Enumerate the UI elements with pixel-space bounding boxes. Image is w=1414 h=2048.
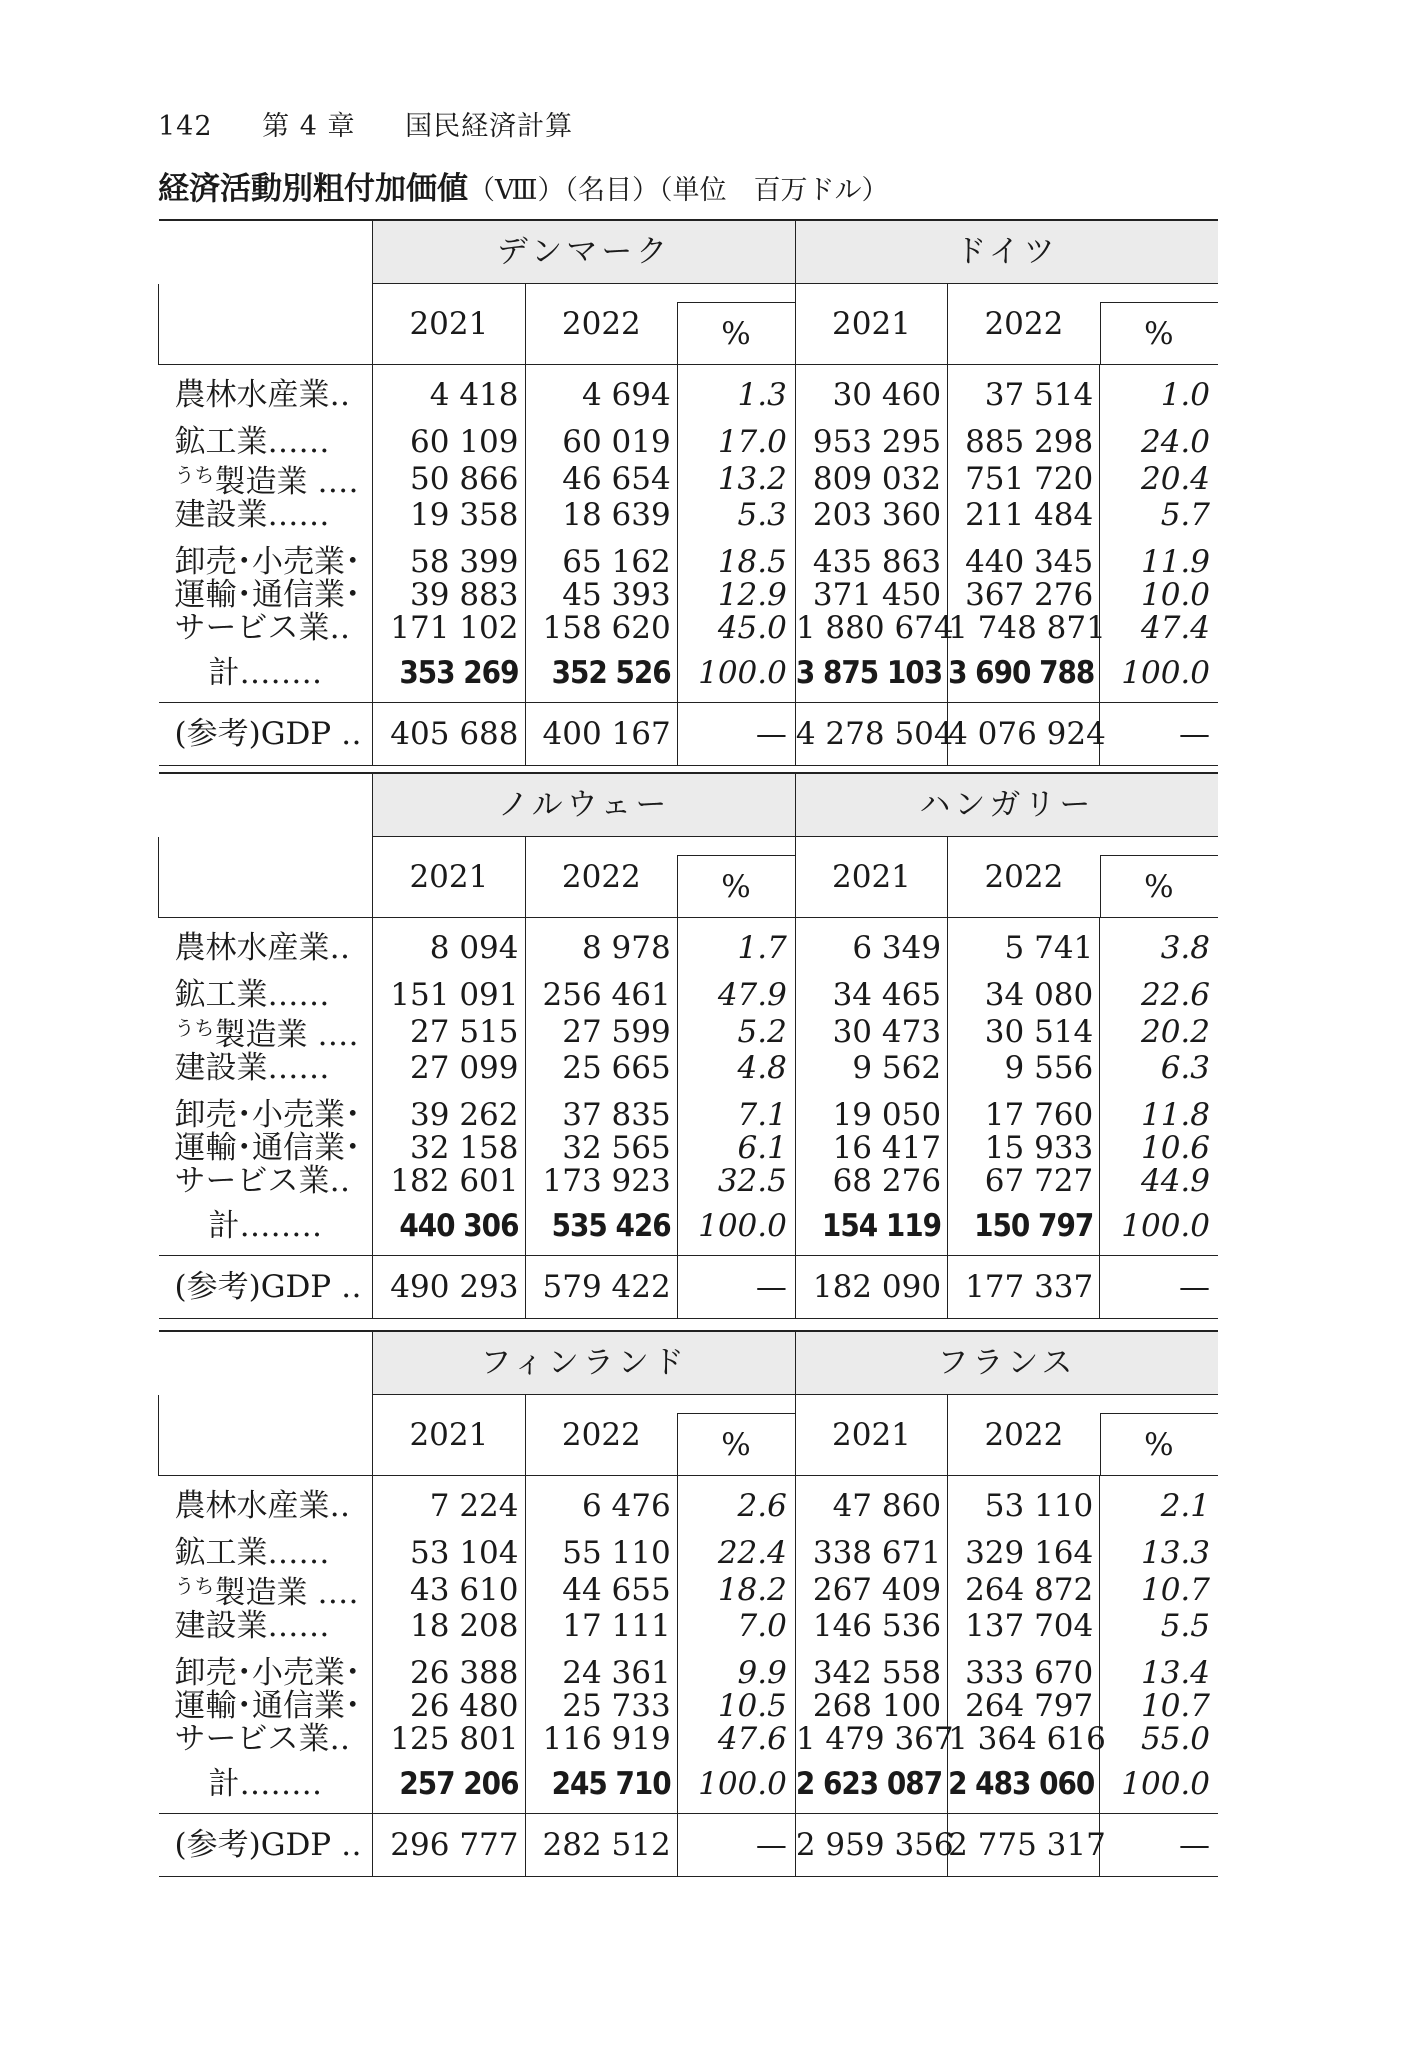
value-cell: 150 797 <box>948 1198 1100 1256</box>
percent-cell: 3.8 <box>1100 918 1218 966</box>
row-label <box>159 645 373 703</box>
value-cell: 39 883 <box>373 579 525 612</box>
value-cell: 30 514 <box>948 1012 1100 1052</box>
value-cell: 27 599 <box>525 1012 677 1052</box>
country-name-left: デンマーク <box>373 221 796 284</box>
country-name-left: ノルウェー <box>373 774 796 837</box>
row-label-text: サービス業‥ <box>174 1721 351 1757</box>
table-row-agri <box>159 918 1219 966</box>
row-label-text: 運輸･通信業･ <box>174 577 361 613</box>
table-row-mining <box>159 1537 1219 1570</box>
value-cell: 16 417 <box>795 1132 947 1165</box>
percent-header: % <box>721 315 751 352</box>
year-header: 2021 <box>373 284 525 365</box>
table-title-sub: （Ⅷ）（名目）（単位 百万ドル） <box>468 175 889 206</box>
value-cell: 371 450 <box>795 579 947 612</box>
value-cell: 953 295 <box>795 426 947 459</box>
value-cell: 146 536 <box>795 1610 947 1643</box>
row-label <box>159 1756 373 1814</box>
value-cell: 58 399 <box>373 546 525 579</box>
value-cell: 26 480 <box>373 1690 525 1723</box>
percent-cell: 100.0 <box>1100 645 1218 703</box>
year-header: 2022 <box>525 1395 677 1476</box>
percent-cell: 2.1 <box>1100 1476 1218 1524</box>
value-cell: 34 465 <box>795 979 947 1012</box>
percent-cell: 10.5 <box>677 1690 795 1723</box>
percent-header: % <box>721 868 751 905</box>
row-label <box>159 499 373 532</box>
row-label-text: 建設業‥‥‥ <box>174 1608 330 1644</box>
row-label-text: 製造業 ‥‥ <box>214 464 359 500</box>
value-cell: 39 262 <box>373 1099 525 1132</box>
row-label <box>159 1690 373 1723</box>
row-label <box>159 1132 373 1165</box>
value-cell: 27 515 <box>373 1012 525 1052</box>
table-row-service <box>159 1723 1219 1756</box>
value-cell: 177 337 <box>948 1256 1100 1319</box>
percent-cell: 1.7 <box>677 918 795 966</box>
value-cell: 3 875 103 <box>795 645 947 703</box>
value-cell: 25 733 <box>525 1690 677 1723</box>
row-label-text: 製造業 ‥‥ <box>214 1017 359 1053</box>
percent-cell: 100.0 <box>1100 1756 1218 1814</box>
value-cell: 751 720 <box>948 459 1100 499</box>
percent-cell: 22.4 <box>677 1537 795 1570</box>
value-cell: 116 919 <box>525 1723 677 1756</box>
table-row-transport <box>159 1690 1219 1723</box>
value-cell: 171 102 <box>373 612 525 645</box>
chapter-number: 第 4 章 <box>262 111 356 142</box>
percent-cell: 1.0 <box>1100 365 1218 413</box>
value-cell: 37 514 <box>948 365 1100 413</box>
row-label <box>159 1723 373 1756</box>
row-label <box>159 1198 373 1256</box>
percent-cell: 10.6 <box>1100 1132 1218 1165</box>
row-label-prefix: うち <box>174 1574 215 1598</box>
table-row-transport <box>159 1132 1219 1165</box>
year-header: 2022 <box>525 284 677 365</box>
value-cell: 8 978 <box>525 918 677 966</box>
table-row-total <box>159 1198 1219 1256</box>
table-title-main: 経済活動別粗付加価値 <box>158 171 468 207</box>
row-label-text: 製造業 ‥‥ <box>214 1575 359 1611</box>
value-cell: 6 476 <box>525 1476 677 1524</box>
value-cell: 440 345 <box>948 546 1100 579</box>
value-cell: 9 556 <box>948 1052 1100 1085</box>
value-cell: 338 671 <box>795 1537 947 1570</box>
value-cell: 342 558 <box>795 1657 947 1690</box>
value-cell: 18 208 <box>373 1610 525 1643</box>
table-row-transport <box>159 579 1219 612</box>
table-row-constr <box>159 499 1219 532</box>
value-cell: 2 623 087 <box>795 1756 947 1814</box>
value-cell: 440 306 <box>373 1198 525 1256</box>
table-row-service <box>159 1165 1219 1198</box>
percent-cell: 20.2 <box>1100 1012 1218 1052</box>
value-cell: 2 775 317 <box>948 1814 1100 1877</box>
value-cell: 5 741 <box>948 918 1100 966</box>
value-cell: 154 119 <box>795 1198 947 1256</box>
country-name-left: フィンランド <box>373 1332 796 1395</box>
row-label-text: 卸売･小売業･ <box>174 1097 361 1133</box>
percent-cell: 2.6 <box>677 1476 795 1524</box>
value-cell: 333 670 <box>948 1657 1100 1690</box>
country-name-right: フランス <box>795 1332 1218 1395</box>
table-row-gdp <box>159 1256 1219 1319</box>
value-cell: 50 866 <box>373 459 525 499</box>
country-pair-table <box>158 772 1218 1319</box>
value-cell: 367 276 <box>948 579 1100 612</box>
value-cell: 17 111 <box>525 1610 677 1643</box>
table-row-manu <box>159 459 1219 499</box>
row-label-text: (参考)GDP ‥ <box>174 1268 362 1305</box>
percent-cell: 47.9 <box>677 979 795 1012</box>
value-cell: 67 727 <box>948 1165 1100 1198</box>
row-label <box>159 459 373 499</box>
value-cell: 137 704 <box>948 1610 1100 1643</box>
year-header: 2021 <box>795 1395 947 1476</box>
percent-cell: 10.7 <box>1100 1690 1218 1723</box>
value-cell: 4 278 504 <box>795 703 947 766</box>
row-label-text: 計‥‥‥‥ <box>208 655 323 691</box>
country-pair-table <box>158 219 1218 766</box>
value-cell: 264 797 <box>948 1690 1100 1723</box>
row-label-text: 運輸･通信業･ <box>174 1688 361 1724</box>
value-cell: 43 610 <box>373 1570 525 1610</box>
value-cell: 19 358 <box>373 499 525 532</box>
table-row-agri <box>159 1476 1219 1524</box>
value-cell: 17 760 <box>948 1099 1100 1132</box>
table-row-total <box>159 1756 1219 1814</box>
value-cell: 1 880 674 <box>795 610 954 646</box>
table-row-agri <box>159 365 1219 413</box>
row-label <box>159 979 373 1012</box>
percent-cell: 47.4 <box>1100 612 1218 645</box>
value-cell: 34 080 <box>948 979 1100 1012</box>
value-cell: 27 099 <box>373 1052 525 1085</box>
percent-cell: 100.0 <box>677 1198 795 1256</box>
table-row-mining <box>159 426 1219 459</box>
percent-cell: 44.9 <box>1100 1165 1218 1198</box>
row-label <box>159 1476 373 1524</box>
year-header: 2022 <box>948 284 1100 365</box>
value-cell: 329 164 <box>948 1537 1100 1570</box>
value-cell: 65 162 <box>525 546 677 579</box>
table-row-constr <box>159 1052 1219 1085</box>
percent-cell: 7.1 <box>677 1099 795 1132</box>
value-cell: 535 426 <box>525 1198 677 1256</box>
percent-cell: 20.4 <box>1100 459 1218 499</box>
value-cell: 30 460 <box>795 365 947 413</box>
table-row-manu <box>159 1012 1219 1052</box>
table-row-gdp <box>159 703 1219 766</box>
row-label <box>159 365 373 413</box>
value-cell: 435 863 <box>795 546 947 579</box>
value-cell: 4 418 <box>373 365 525 413</box>
row-label <box>159 546 373 579</box>
percent-cell: 4.8 <box>677 1052 795 1085</box>
percent-cell: 10.7 <box>1100 1570 1218 1610</box>
value-cell: 264 872 <box>948 1570 1100 1610</box>
table-row-gdp <box>159 1814 1219 1877</box>
table-row-total <box>159 645 1219 703</box>
value-cell: 8 094 <box>373 918 525 966</box>
value-cell: 4 076 924 <box>948 703 1100 766</box>
table-title <box>158 163 889 208</box>
percent-cell: 45.0 <box>677 612 795 645</box>
value-cell: 267 409 <box>795 1570 947 1610</box>
percent-cell: — <box>677 703 795 766</box>
percent-cell: 18.5 <box>677 546 795 579</box>
row-label-text: 計‥‥‥‥ <box>208 1766 323 1802</box>
value-cell: 1 479 367 <box>795 1721 954 1757</box>
value-cell: 1 748 871 <box>948 610 1106 646</box>
percent-cell: 24.0 <box>1100 426 1218 459</box>
value-cell: 3 690 788 <box>948 645 1100 703</box>
row-label <box>159 426 373 459</box>
value-cell: 182 090 <box>795 1256 947 1319</box>
table-row-constr <box>159 1610 1219 1643</box>
row-label <box>159 1165 373 1198</box>
percent-cell: 13.4 <box>1100 1657 1218 1690</box>
value-cell: 182 601 <box>373 1165 525 1198</box>
value-cell: 55 110 <box>525 1537 677 1570</box>
row-label-text: 建設業‥‥‥ <box>174 1050 330 1086</box>
year-header: 2021 <box>795 837 947 918</box>
country-name-right: ハンガリー <box>795 774 1218 837</box>
value-cell: 1 364 616 <box>948 1721 1106 1757</box>
value-cell: 885 298 <box>948 426 1100 459</box>
value-cell: 405 688 <box>373 703 525 766</box>
table-row-trade <box>159 1099 1219 1132</box>
percent-cell: 5.5 <box>1100 1610 1218 1643</box>
value-cell: 257 206 <box>373 1756 525 1814</box>
row-label-text: 農林水産業‥ <box>174 930 351 966</box>
value-cell: 282 512 <box>525 1814 677 1877</box>
row-label-text: 鉱工業‥‥‥ <box>174 424 330 460</box>
percent-cell: 13.2 <box>677 459 795 499</box>
value-cell: 9 562 <box>795 1052 947 1085</box>
row-label-text: 農林水産業‥ <box>174 377 351 413</box>
table-row-service <box>159 612 1219 645</box>
value-cell: 32 158 <box>373 1132 525 1165</box>
row-label-text: (参考)GDP ‥ <box>174 715 362 752</box>
percent-cell: — <box>677 1256 795 1319</box>
percent-header: % <box>1144 315 1174 352</box>
row-label-text: 農林水産業‥ <box>174 1488 351 1524</box>
row-label-text: 建設業‥‥‥ <box>174 497 330 533</box>
year-header: 2022 <box>525 837 677 918</box>
value-cell: 151 091 <box>373 979 525 1012</box>
value-cell: 25 665 <box>525 1052 677 1085</box>
row-label <box>159 1814 373 1877</box>
percent-header: % <box>1144 1426 1174 1463</box>
row-label <box>159 918 373 966</box>
row-label <box>159 1099 373 1132</box>
percent-cell: 5.3 <box>677 499 795 532</box>
row-label-text: 計‥‥‥‥ <box>208 1208 323 1244</box>
row-label-text: 卸売･小売業･ <box>174 544 361 580</box>
value-cell: 2 483 060 <box>948 1756 1100 1814</box>
percent-cell: 100.0 <box>677 645 795 703</box>
value-cell: 296 777 <box>373 1814 525 1877</box>
percent-cell: 13.3 <box>1100 1537 1218 1570</box>
value-cell: 6 349 <box>795 918 947 966</box>
row-label-text: (参考)GDP ‥ <box>174 1826 362 1863</box>
row-label-prefix: うち <box>174 1016 215 1040</box>
chapter-title: 国民経済計算 <box>405 111 574 142</box>
row-label-text: サービス業‥ <box>174 610 351 646</box>
year-header: 2021 <box>373 1395 525 1476</box>
percent-cell: — <box>1100 1814 1218 1877</box>
percent-cell: 100.0 <box>1100 1198 1218 1256</box>
value-cell: 173 923 <box>525 1165 677 1198</box>
percent-cell: — <box>677 1814 795 1877</box>
value-cell: 125 801 <box>373 1723 525 1756</box>
value-cell: 68 276 <box>795 1165 947 1198</box>
value-cell: 579 422 <box>525 1256 677 1319</box>
percent-header: % <box>1144 868 1174 905</box>
year-header: 2022 <box>948 837 1100 918</box>
running-header <box>158 104 573 143</box>
row-label <box>159 1256 373 1319</box>
table-row-trade <box>159 1657 1219 1690</box>
row-label <box>159 1657 373 1690</box>
year-header: 2021 <box>795 284 947 365</box>
value-cell: 4 694 <box>525 365 677 413</box>
row-label-text: サービス業‥ <box>174 1163 351 1199</box>
value-cell: 26 388 <box>373 1657 525 1690</box>
value-cell: 268 100 <box>795 1690 947 1723</box>
percent-cell: 100.0 <box>677 1756 795 1814</box>
row-label <box>159 1537 373 1570</box>
year-header: 2022 <box>948 1395 1100 1476</box>
value-cell: 53 110 <box>948 1476 1100 1524</box>
value-cell: 352 526 <box>525 645 677 703</box>
country-pair-table <box>158 1330 1218 1877</box>
page-number: 142 <box>158 111 213 142</box>
value-cell: 158 620 <box>525 612 677 645</box>
row-label <box>159 703 373 766</box>
value-cell: 30 473 <box>795 1012 947 1052</box>
year-header: 2021 <box>373 837 525 918</box>
percent-cell: 55.0 <box>1100 1723 1218 1756</box>
value-cell: 211 484 <box>948 499 1100 532</box>
value-cell: 245 710 <box>525 1756 677 1814</box>
row-label <box>159 1052 373 1085</box>
row-label-text: 鉱工業‥‥‥ <box>174 977 330 1013</box>
value-cell: 37 835 <box>525 1099 677 1132</box>
percent-cell: 5.7 <box>1100 499 1218 532</box>
row-label <box>159 1570 373 1610</box>
value-cell: 203 360 <box>795 499 947 532</box>
percent-cell: 10.0 <box>1100 579 1218 612</box>
value-cell: 60 109 <box>373 426 525 459</box>
percent-cell: 18.2 <box>677 1570 795 1610</box>
row-label-text: 卸売･小売業･ <box>174 1655 361 1691</box>
value-cell: 18 639 <box>525 499 677 532</box>
table-row-trade <box>159 546 1219 579</box>
percent-cell: — <box>1100 703 1218 766</box>
row-label <box>159 579 373 612</box>
value-cell: 46 654 <box>525 459 677 499</box>
percent-cell: 1.3 <box>677 365 795 413</box>
percent-cell: 5.2 <box>677 1012 795 1052</box>
value-cell: 47 860 <box>795 1476 947 1524</box>
percent-cell: 32.5 <box>677 1165 795 1198</box>
value-cell: 400 167 <box>525 703 677 766</box>
value-cell: 809 032 <box>795 459 947 499</box>
value-cell: 490 293 <box>373 1256 525 1319</box>
value-cell: 353 269 <box>373 645 525 703</box>
percent-header: % <box>721 1426 751 1463</box>
percent-cell: 11.9 <box>1100 546 1218 579</box>
percent-cell: 11.8 <box>1100 1099 1218 1132</box>
value-cell: 45 393 <box>525 579 677 612</box>
value-cell: 53 104 <box>373 1537 525 1570</box>
table-row-mining <box>159 979 1219 1012</box>
percent-cell: 9.9 <box>677 1657 795 1690</box>
row-label-prefix: うち <box>174 463 215 487</box>
value-cell: 2 959 356 <box>795 1814 947 1877</box>
value-cell: 44 655 <box>525 1570 677 1610</box>
value-cell: 7 224 <box>373 1476 525 1524</box>
table-row-manu <box>159 1570 1219 1610</box>
row-label-text: 鉱工業‥‥‥ <box>174 1535 330 1571</box>
value-cell: 15 933 <box>948 1132 1100 1165</box>
percent-cell: 6.3 <box>1100 1052 1218 1085</box>
percent-cell: 12.9 <box>677 579 795 612</box>
row-label <box>159 1610 373 1643</box>
row-label <box>159 1012 373 1052</box>
percent-cell: 17.0 <box>677 426 795 459</box>
row-label <box>159 612 373 645</box>
percent-cell: 22.6 <box>1100 979 1218 1012</box>
percent-cell: 7.0 <box>677 1610 795 1643</box>
value-cell: 19 050 <box>795 1099 947 1132</box>
percent-cell: 47.6 <box>677 1723 795 1756</box>
country-name-right: ドイツ <box>795 221 1218 284</box>
value-cell: 256 461 <box>525 979 677 1012</box>
percent-cell: 6.1 <box>677 1132 795 1165</box>
row-label-text: 運輸･通信業･ <box>174 1130 361 1166</box>
value-cell: 60 019 <box>525 426 677 459</box>
value-cell: 24 361 <box>525 1657 677 1690</box>
value-cell: 32 565 <box>525 1132 677 1165</box>
percent-cell: — <box>1100 1256 1218 1319</box>
